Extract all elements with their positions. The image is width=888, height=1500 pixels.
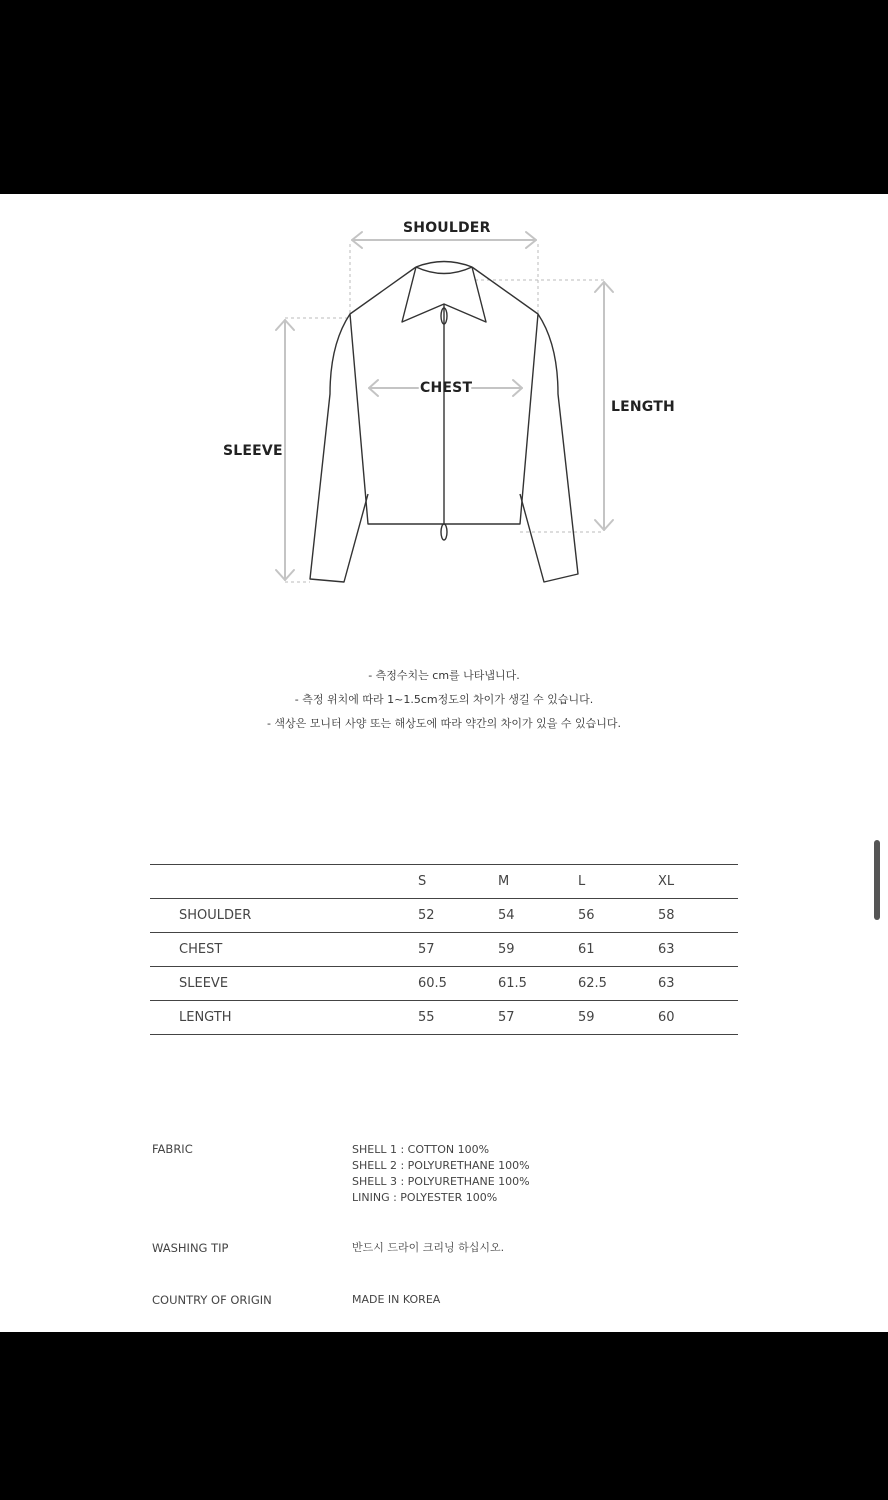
table-row <box>150 899 738 933</box>
shoulder-label: SHOULDER <box>403 220 491 236</box>
chest-label: CHEST <box>420 380 473 396</box>
table-cell: 61.5 <box>498 976 527 991</box>
size-guide-page <box>0 194 888 1332</box>
header-cell <box>150 865 418 899</box>
table-cell: 61 <box>578 942 595 957</box>
row-label: SLEEVE <box>179 976 229 991</box>
washing-tip-value: 반드시 드라이 크리닝 하십시오. <box>352 1241 505 1254</box>
note-line: - 색상은 모니터 사양 또는 해상도에 따라 약간의 차이가 있을 수 있습니다. <box>266 717 622 730</box>
table-cell: 63 <box>658 976 675 991</box>
note-line: - 측정수치는 cm를 나타냅니다. <box>368 669 520 682</box>
table-cell: 52 <box>418 908 435 923</box>
table-cell: 56 <box>578 908 595 923</box>
fabric-line: LINING : POLYESTER 100% <box>352 1191 498 1204</box>
length-label: LENGTH <box>611 399 675 415</box>
fabric-line: SHELL 3 : POLYURETHANE 100% <box>352 1175 530 1188</box>
sleeve-label: SLEEVE <box>223 443 283 459</box>
fabric-label: FABRIC <box>152 1142 193 1156</box>
fabric-line: SHELL 2 : POLYURETHANE 100% <box>352 1159 530 1172</box>
scrollbar-thumb[interactable] <box>874 840 880 920</box>
table-header-row <box>150 865 738 899</box>
header-cell: L <box>578 874 586 889</box>
table-row <box>150 967 738 1001</box>
size-chart-table <box>150 864 738 1035</box>
country-of-origin-value: MADE IN KOREA <box>352 1293 441 1306</box>
table-cell: 59 <box>498 942 515 957</box>
table-cell: 54 <box>498 908 515 923</box>
table-cell: 60 <box>658 1010 675 1025</box>
table-cell: 57 <box>418 942 435 957</box>
table-cell: 63 <box>658 942 675 957</box>
washing-tip-label: WASHING TIP <box>152 1241 229 1255</box>
table-cell: 57 <box>498 1010 515 1025</box>
jacket-measurement-diagram <box>0 194 888 614</box>
row-label: SHOULDER <box>179 908 252 923</box>
table-row <box>150 933 738 967</box>
row-label: LENGTH <box>179 1010 232 1025</box>
header-cell: S <box>418 874 427 889</box>
table-row <box>150 1001 738 1035</box>
header-cell: M <box>498 874 510 889</box>
table-cell: 55 <box>418 1010 435 1025</box>
header-cell: XL <box>658 874 675 889</box>
note-line: - 측정 위치에 따라 1~1.5cm정도의 차이가 생길 수 있습니다. <box>294 693 594 706</box>
fabric-line: SHELL 1 : COTTON 100% <box>352 1143 490 1156</box>
table-cell: 60.5 <box>418 976 447 991</box>
fabric-value <box>352 1142 530 1206</box>
measurement-notes <box>0 664 888 736</box>
country-of-origin-label: COUNTRY OF ORIGIN <box>152 1293 272 1307</box>
table-cell: 62.5 <box>578 976 607 991</box>
table-cell: 58 <box>658 908 675 923</box>
row-label: CHEST <box>179 942 223 957</box>
jacket-illustration <box>0 194 888 614</box>
table-cell: 59 <box>578 1010 595 1025</box>
